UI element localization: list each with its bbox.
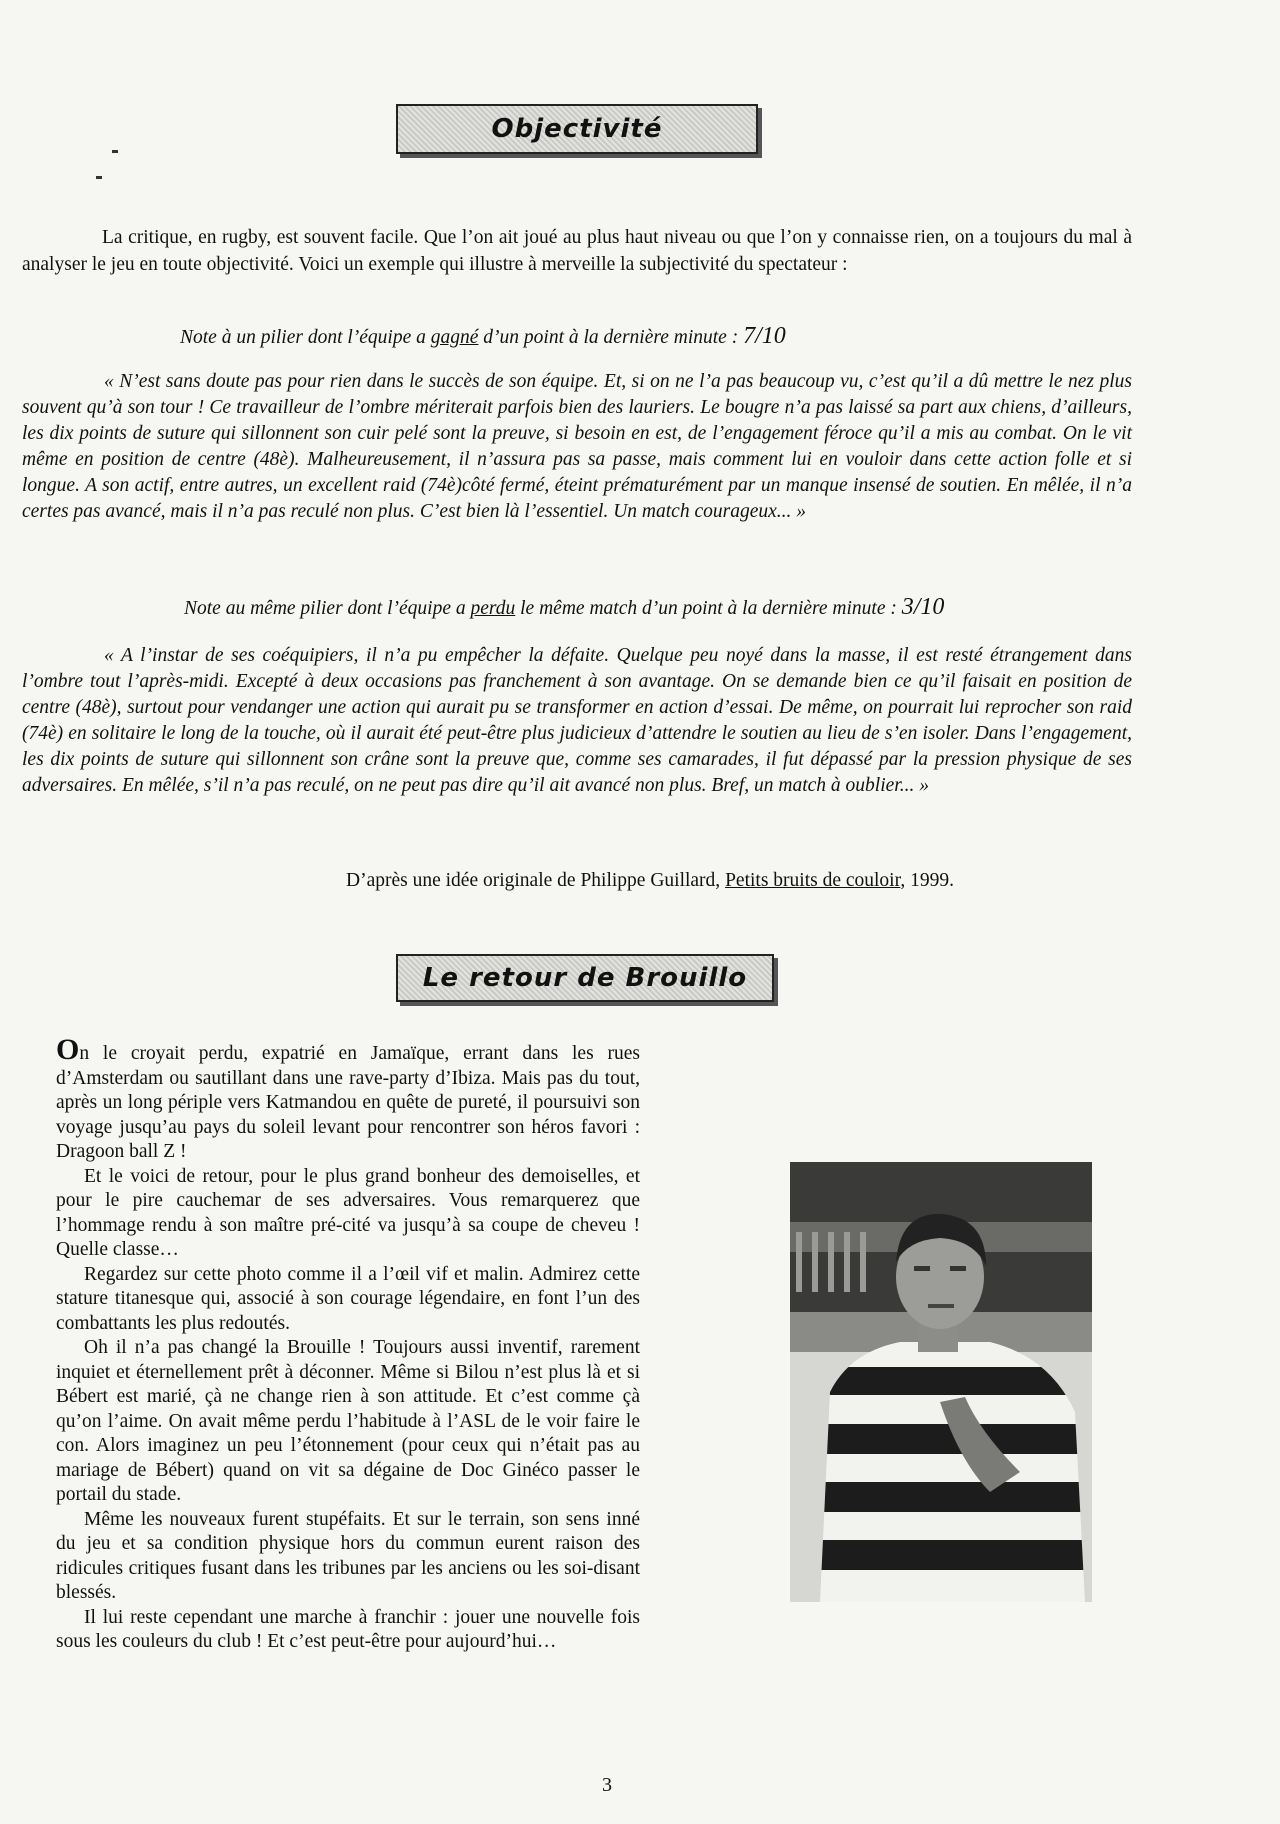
- article-paragraph: Il lui reste cependant une marche à franchir : jouer une nouvelle fois sous les couleurs du club ! Et c’est peut-être pour aujourd’hui…: [56, 1606, 640, 1652]
- credit-text: D’après une idée originale de Philippe Guillard,: [346, 870, 726, 891]
- player-photo: [790, 1162, 1092, 1602]
- section-title-text: Le retour de Brouillo: [422, 963, 748, 993]
- credit-book-title: Petits bruits de couloir: [725, 870, 901, 891]
- note-text: Note au même pilier dont l’équipe a: [184, 598, 471, 619]
- section-title-retour: [396, 954, 774, 1002]
- note-losing: [184, 594, 944, 621]
- quote-winning: « N’est sans doute pas pour rien dans le succès de son équipe. Et, si on ne l’a pas beaucoup vu, c’est qu’il a dû mettre le nez plus souvent qu’à son tour ! Ce travailleur de l’ombre mériterait parfois bien des lauriers. Le bougre n’a pas laissé sa part aux chiens, d’ailleurs, les dix points de suture qui sillonnent son cuir pelé sont la preuve, si besoin en est, de l’engagement féroce qu’il a mis au combat. On le vit même en position de centre (48è). Malheureusement, il n’assura pas sa passe, mais comment lui en vouloir dans cette action folle et si longue. A son actif, entre autres, un excellent raid (74è)côté fermé, éteint prématurément par un manque insensé de soutien. En mêlée, il n’a certes pas avancé, mais il n’a pas reculé non plus. C’est bien là l’essentiel. Un match courageux... »: [22, 371, 1132, 522]
- note-text: Note à un pilier dont l’équipe a: [180, 327, 431, 348]
- article-body: [56, 1033, 640, 1655]
- section-title-objectivite: [396, 104, 758, 154]
- section-title-text: Objectivité: [491, 114, 663, 144]
- note-text: le même match d’un point à la dernière minute :: [515, 598, 902, 619]
- player-photo-illustration: [790, 1162, 1092, 1602]
- article-paragraph: Regardez sur cette photo comme il a l’œil vif et malin. Admirez cette stature titanesque qui, associé à son courage légendaire, en font l’un des combattants les plus redoutés.: [56, 1263, 640, 1334]
- article-paragraph-text: n le croyait perdu, expatrié en Jamaïque, errant dans les rues d’Amsterdam ou sautillant dans une rave-party d’Ibiza. Mais pas du tout, après un long périple vers Katmandou en quête de pureté, il poursuivi son voyage jusqu’au pays du soleil levant pour rencontrer son héros favori : Dragoon ball Z !: [56, 1043, 640, 1162]
- credit-text: , 1999.: [900, 870, 954, 891]
- note-winning: [180, 323, 786, 350]
- note-underlined-word: gagné: [430, 327, 479, 348]
- quote-losing: « A l’instar de ses coéquipiers, il n’a pu empêcher la défaite. Quelque peu noyé dans la masse, il est resté étrangement dans l’ombre tout l’après-midi. Excepté à deux occasions pas franchement à son avantage. On se demande bien ce qu’il faisait en position de centre (48è), surtout pour vendanger une action qui aurait pu se transformer en action d’essai. De même, on pourrait lui reprocher son raid (74è) en solitaire le long de la touche, où il aurait été peut-être plus judicieux d’attendre le soutien au lieu de s’en isoler. Dans l’engagement, les dix points de suture qui sillonnent son crâne sont la preuve que, comme ses camarades, il fut dépassé par la pression physique de ses adversaires. En mêlée, s’il n’a pas reculé, on ne peut pas dire qu’il ait avancé non plus. Bref, un match à oublier... »: [22, 645, 1132, 796]
- article-paragraph: Même les nouveaux furent stupéfaits. Et sur le terrain, son sens inné du jeu et sa condition physique hors du commun eurent raison des ridicules critiques fusant dans les tribunes par les anciens ou les soi-disant blessés.: [56, 1508, 640, 1603]
- article-paragraph: [56, 1033, 640, 1165]
- note-score: 7/10: [743, 323, 786, 349]
- source-credit: [346, 870, 954, 892]
- note-underlined-word: perdu: [470, 598, 516, 619]
- ink-mark: [112, 150, 118, 153]
- page-number: 3: [602, 1774, 612, 1796]
- article-paragraph: Et le voici de retour, pour le plus grand bonheur des demoiselles, et pour le pire cauchemar de ses adversaires. Vous remarquerez que l’hommage rendu à son maître pré-cité va jusqu’à sa coupe de cheveu ! Quelle classe…: [56, 1165, 640, 1260]
- ink-mark: [96, 176, 102, 179]
- note-text: d’un point à la dernière minute :: [478, 327, 744, 348]
- article-paragraph: Oh il n’a pas changé la Brouille ! Toujours aussi inventif, rarement inquiet et éternellement prêt à déconner. Même si Bilou n’est plus là et si Bébert est marié, çà ne change rien à son attitude. Et c’est comme çà qu’on l’aime. On avait même perdu l’habitude à l’ASL de le voir faire le con. Alors imaginez un peu l’étonnement (pour ceux qui n’était pas au mariage de Bébert) quand on vit sa dégaine de Doc Ginéco passer le portail du stade.: [56, 1337, 640, 1505]
- intro-paragraph: La critique, en rugby, est souvent facile. Que l’on ait joué au plus haut niveau ou que l’on y connaisse rien, on a toujours du mal à analyser le jeu en toute objectivité. Voici un exemple qui illustre à merveille la subjectivité du spectateur :: [22, 227, 1132, 275]
- drop-cap: O: [56, 1033, 80, 1066]
- note-score: 3/10: [901, 594, 945, 620]
